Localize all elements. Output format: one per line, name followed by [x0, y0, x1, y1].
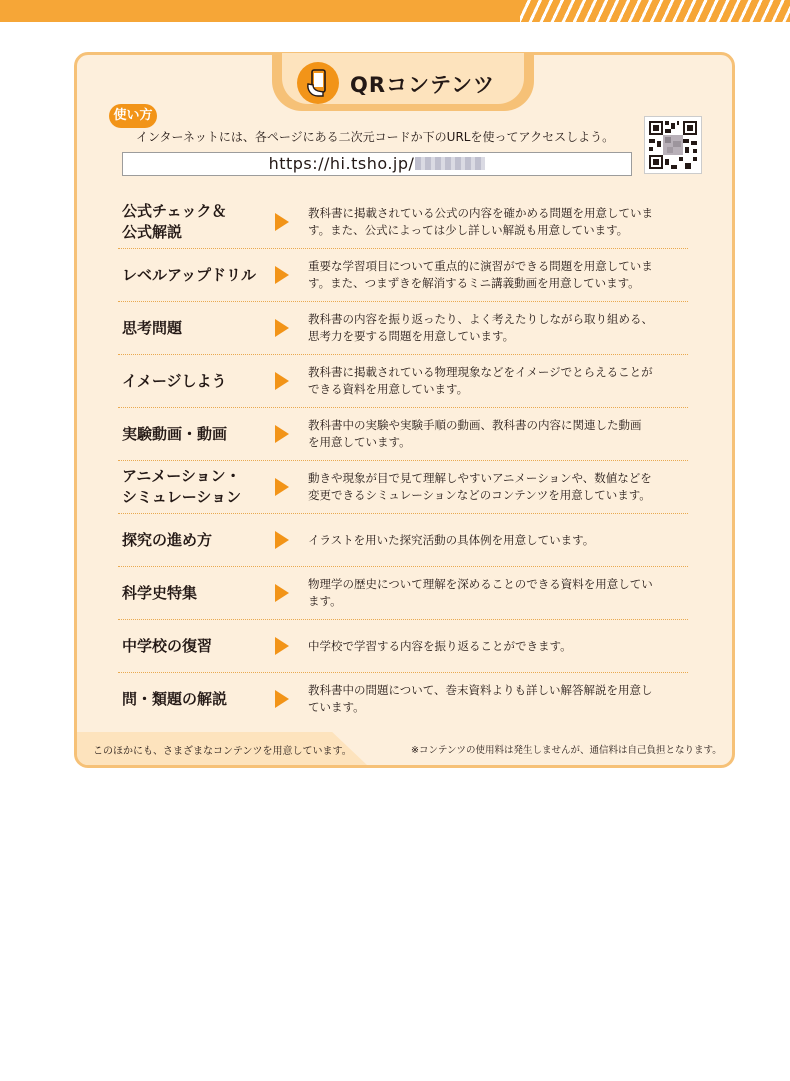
qr-code-image[interactable]	[644, 116, 702, 174]
arrow-right-icon	[275, 637, 289, 655]
arrow-right-icon	[275, 319, 289, 337]
arrow-right-icon	[275, 425, 289, 443]
arrow-right-icon	[275, 531, 289, 549]
item-name: 科学史特集	[122, 583, 198, 602]
arrow-right-icon	[275, 213, 289, 231]
footer-note-left: このほかにも、さまざまなコンテンツを用意しています。	[93, 746, 352, 757]
usage-badge: 使い方	[109, 104, 157, 128]
item-desc: 教科書中の問題について、巻末資料よりも詳しい解答解説を用意し ています。	[308, 683, 653, 714]
arrow-right-icon	[275, 584, 289, 602]
item-desc: 教科書中の実験や実験手順の動画、教科書の内容に関連した動画 を用意しています。	[308, 418, 642, 449]
item-name: 公式チェック＆ 公式解説	[122, 202, 227, 241]
smartphone-icon	[297, 62, 339, 104]
item-name: 問・類題の解説	[122, 689, 228, 708]
item-desc: 中学校で学習する内容を振り返ることができます。	[308, 638, 572, 653]
list-item	[118, 514, 688, 567]
arrow-right-icon	[275, 690, 289, 708]
list-item	[118, 355, 688, 408]
page-title: QRコンテンツ	[350, 73, 495, 97]
footer-note-right: ※コンテンツの使用料は発生しませんが、通信料は自己負担となります。	[411, 745, 722, 756]
arrow-right-icon	[275, 372, 289, 390]
item-desc: 教科書に掲載されている物理現象などをイメージでとらえることが できる資料を用意しています。	[308, 365, 653, 396]
url-text[interactable]: https://hi.tsho.jp/	[268, 154, 415, 173]
top-bar-stripes	[520, 0, 790, 22]
item-name: イメージしよう	[122, 371, 227, 390]
item-name: 思考問題	[122, 318, 183, 337]
item-name: 実験動画・動画	[122, 424, 228, 443]
item-name: アニメーション・ シミュレーション	[122, 467, 242, 506]
list-item	[118, 249, 688, 302]
item-desc: 動きや現象が目で見て理解しやすいアニメーションや、数値などを 変更できるシミュレーションなどのコンテンツを用意しています。	[308, 471, 652, 502]
list-item	[118, 567, 688, 620]
url-blurred-part	[415, 157, 485, 170]
item-desc: 物理学の歴史について理解を深めることのできる資料を用意してい ます。	[308, 577, 653, 608]
item-name: 中学校の復習	[122, 636, 213, 655]
list-item	[118, 461, 688, 514]
list-item	[118, 673, 688, 725]
list-item	[118, 196, 688, 249]
url-box[interactable]	[122, 152, 632, 176]
item-desc: 重要な学習項目について重点的に演習ができる問題を用意していま す。また、つまずきを解消するミニ講義動画を用意しています。	[308, 259, 653, 290]
item-desc: 教科書に掲載されている公式の内容を確かめる問題を用意していま す。また、公式によっては少し詳しい解説も用意しています。	[308, 206, 653, 237]
list-item	[118, 302, 688, 355]
item-name: 探究の進め方	[122, 530, 213, 549]
arrow-right-icon	[275, 266, 289, 284]
arrow-right-icon	[275, 478, 289, 496]
list-item	[118, 620, 688, 673]
item-name: レベルアップドリル	[122, 265, 256, 284]
list-item	[118, 408, 688, 461]
instruction-text: インターネットには、各ページにある二次元コードか下のURLを使ってアクセスしよう。	[136, 130, 615, 144]
item-desc: イラストを用いた探究活動の具体例を用意しています。	[308, 532, 595, 547]
item-desc: 教科書の内容を振り返ったり、よく考えたりしながら取り組める、 思考力を要する問題を用意しています。	[308, 312, 653, 343]
